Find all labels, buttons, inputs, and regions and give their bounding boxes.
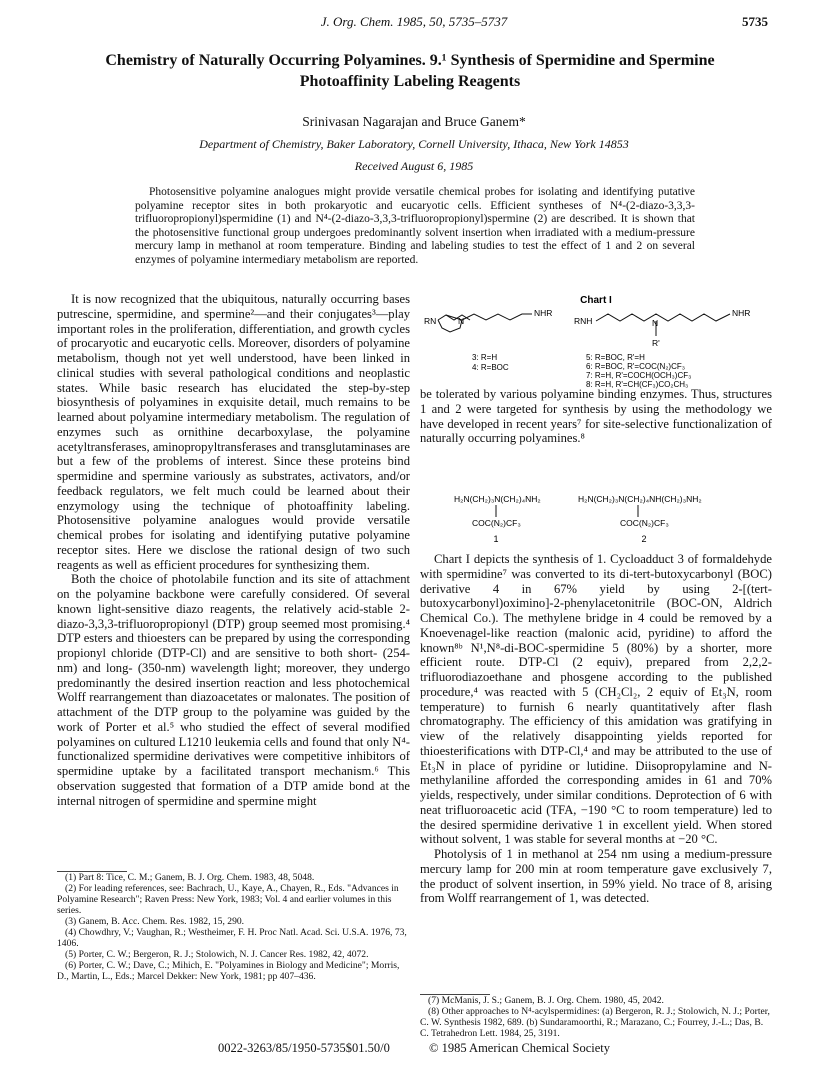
page-number: 5735 (742, 14, 768, 29)
chart-structures (420, 294, 772, 389)
compound-structures (420, 490, 772, 550)
compound-2-number: 2 (641, 534, 647, 544)
label-nhr: NHR (534, 308, 553, 318)
paragraph: Chart I depicts the synthesis of 1. Cycloadduct 3 of formaldehyde with spermidine⁷ was converted to its di-tert-butoxycarbonyl (BOC) derivative 4 in 67% yield by using 2-[(tert-butoxycarbonyl)oximino]-2-phenylacetonitrile (BOC-ON, Aldrich Chemical Co.). The methylene bridge in 4 could be removed by a Knoevenagel-like reaction (malonic acid, pyridine) to afford the known⁸ᵇ N¹,N⁸-di-BOC-spermidine 5 (80%) by a shorter, more efficient route. DTP-Cl (2 equiv), prepared from 2,2,2-trifluorodiazoethane and phosgene according to the published procedure,⁴ was reacted with 5 (CH₂Cl₂, 2 equiv of Et₃N, room temperature) to furnish 6 nearly quantitatively after flash chromatography. The efficiency of this amidation was gratifying in view of the relatively disappointing yields reported for thioesterifications with DTP-Cl,⁴ and may be attributed to the use of Et₃N in place of pyridine or lutidine. Diisopropylamine and N-methylaniline afforded the corresponding amides in 61 and 70% yields, respectively, under similar conditions. Deprotection of 6 with neat trifluoroacetic acid (TFA, −190 °C to room temperature) led to the desired spermidine derivative 1 in excellent yield. When stored without solvent, 1 was stable for several months at −20 °C. (420, 552, 772, 847)
label-rn: RN (424, 316, 437, 326)
article-title: Chemistry of Naturally Occurring Polyamines. 9.¹ Synthesis of Spermidine and Spermine Photoaffinity Labeling Reagents (105, 52, 715, 90)
authors: Srinivasan Nagarajan and Bruce Ganem* (302, 114, 526, 129)
chart-scheme (420, 294, 772, 389)
label-nhr-right: NHR (732, 308, 751, 318)
legend-left-1: 3: R=H (472, 353, 498, 362)
article-code: 0022-3263/85/1950-5735$01.50/0 (218, 1041, 390, 1055)
label-rnh: RNH (574, 316, 593, 326)
body-right-column-bottom (420, 552, 772, 906)
abstract: Photosensitive polyamine analogues might provide versatile chemical probes for isolating and identifying putative polyamine receptor sites in both prokaryotic and eucaryotic cells. Efficient syntheses of N⁴-(2-diazo-3,3,3-trifluoropropionyl)spermidine (1) and N⁴-(2-diazo-3,3,3-trifluoropropionyl)spermine (2) are described. It is shown that the photosensitive functional group undergoes predominantly solvent insertion when irradiated with a medium-pressure mercury lamp in methanol at room temperature. Binding and labeling studies to test the effect of 1 and 2 on several enzymes of polyamine intermediary metabolism are reported. (135, 186, 695, 266)
label-r-prime: R' (652, 338, 660, 348)
footnote: (1) Part 8: Tice, C. M.; Ganem, B. J. Org. Chem. 1983, 48, 5048. (65, 872, 315, 883)
footnotes-left (57, 871, 409, 982)
chart-title: Chart I (580, 295, 612, 306)
footnote: (7) McManis, J. S.; Ganem, B. J. Org. Chem. 1980, 45, 2042. (428, 995, 664, 1006)
footnote: (4) Chowdhry, V.; Vaughan, R.; Westheimer, F. H. Proc Natl. Acad. Sci. U.S.A. 1976, 73, 1406. (57, 927, 407, 949)
footnote: (6) Porter, C. W.; Dave, C.; Mihich, E. "Polyamines in Biology and Medicine"; Morris, D., Martin, L., Eds.; Marcel Dekker: New York, 1981; pp 407–436. (57, 960, 400, 982)
compound-drawing (420, 490, 772, 550)
page-footer (60, 1041, 768, 1056)
body-right-column-top (420, 387, 772, 446)
compound-2-substituent: COC(N₂)CF₃ (620, 518, 669, 528)
footnote: (5) Porter, C. W.; Bergeron, R. J.; Stolowich, N. J. Cancer Res. 1982, 42, 4072. (65, 949, 369, 960)
legend-right-2: 6: R=BOC, R'=COC(N₂)CF₃ (586, 362, 686, 371)
paragraph: be tolerated by various polyamine binding enzymes. Thus, structures 1 and 2 were targeted for synthesis by using the methodology we have developed in recent years⁷ for site-selective functionalization of naturally occurring polyamines.⁸ (420, 387, 772, 446)
label-n-center: N (652, 318, 659, 328)
label-n: N (458, 316, 465, 326)
affiliation: Department of Chemistry, Baker Laboratory, Cornell University, Ithaca, New York 14853 (199, 137, 629, 151)
footnotes-right (420, 994, 772, 1039)
legend-right-1: 5: R=BOC, R'=H (586, 353, 645, 362)
journal-citation: J. Org. Chem. 1985, 50, 5735–5737 (320, 14, 508, 29)
paragraph: Photolysis of 1 in methanol at 254 nm using a medium-pressure mercury lamp for 200 min at room temperature gave exclusively 7, the product of solvent insertion, in 59% yield. No trace of 8, arising from Wolff rearrangement of 1, was detected. (420, 847, 772, 906)
compound-2-formula: H₂N(CH₂)₃N(CH₂)₄NH(CH₂)₃NH₂ (578, 494, 702, 504)
footnote: (2) For leading references, see: Bachrach, U., Kaye, A., Chayen, R., Eds. "Advances in Polyamine Research"; Raven Press: New York, 1983; Vol. 4 and earlier volumes in this series. (57, 883, 399, 916)
paragraph: Both the choice of photolabile function and its site of attachment on the polyamine backbone were carefully considered. Of several known light-sensitive diazo reagents, the relatively acid-stable 2-diazo-3,3,3-trifluoropropionyl (DTP) group seemed most promising.⁴ DTP esters and thioesters can be prepared by using the corresponding propionyl chloride (DTP-Cl) and are sensitive to both short- (254-nm) and long- (350-nm) wavelength light; moreover, they undergo predominantly the desired insertion reaction and less photochemical Wolff rearrangement than diazoacetates or malonates. The position of attachment of the DTP group to the polyamine was guided by the work of Porter et al.⁵ who studied the effect of several modified polyamines on cultured L1210 leukemia cells and found that only N⁴-functionalized spermidine derivatives were competitive inhibitors of spermidine uptake by a facilitated transport mechanism.⁶ This observation suggested that formation of a DTP amide bond at the internal nitrogen of spermidine and spermine might (57, 572, 410, 808)
compound-1-number: 1 (493, 534, 499, 544)
compound-1-substituent: COC(N₂)CF₃ (472, 518, 521, 528)
running-header (60, 14, 768, 34)
footnote: (8) Other approaches to N⁴-acylspermidines: (a) Bergeron, R. J.; Stolowich, N. J.; Porter, C. W. Synthesis 1982, 689. (b) Sundaramoorthi, R.; Marazano, C.; Fourrey, J.-L.; Das, B. C. Tetrahedron Lett. 1984, 25, 3191. (420, 1006, 770, 1039)
legend-right-3: 7: R=H, R'=COCH(OCH₃)CF₃ (586, 371, 692, 380)
body-left-column (57, 292, 410, 808)
compound-1-formula: H₂N(CH₂)₃N(CH₂)₄NH₂ (454, 494, 541, 504)
received-date: Received August 6, 1985 (354, 159, 474, 173)
paragraph: It is now recognized that the ubiquitous, naturally occurring bases putrescine, spermidine, and spermine²—and their conjugates³—play important roles in the proliferation, differentiation, and growth cycles of procaryotic and eucaryotic cells. Moreover, disorders of polyamine metabolism, though not yet well understood, have been linked in clinical studies with several pathological conditions and neoplastic states. While basic research has elucidated the step-by-step biosynthesis of polyamines in exquisite detail, much remains to be learned about polyamine intermediary metabolism. The regulation of enzymes such as ornithine decarboxylase, the polyamine acetyltransferases, aminopropyltransferases and transglutaminases are but a few of the problems of interest. Since these proteins bind spermidine and spermine variously as substrates, activators, and/or feedback regulators, we felt much could be learned about their enzymology using the technique of photoaffinity labeling. Photosensitive polyamine analogues would provide versatile chemical probes for isolating and identifying putative polyamine receptor sites. Here we disclose the rational design of two such reagents as well as efficient procedures for synthesizing them. (57, 292, 410, 572)
legend-left-2: 4: R=BOC (472, 363, 509, 372)
copyright: © 1985 American Chemical Society (429, 1041, 610, 1055)
legend-right-4: 8: R=H, R'=CH(CF₃)CO₂CH₃ (586, 380, 689, 389)
footnote: (3) Ganem, B. Acc. Chem. Res. 1982, 15, 290. (65, 916, 245, 927)
